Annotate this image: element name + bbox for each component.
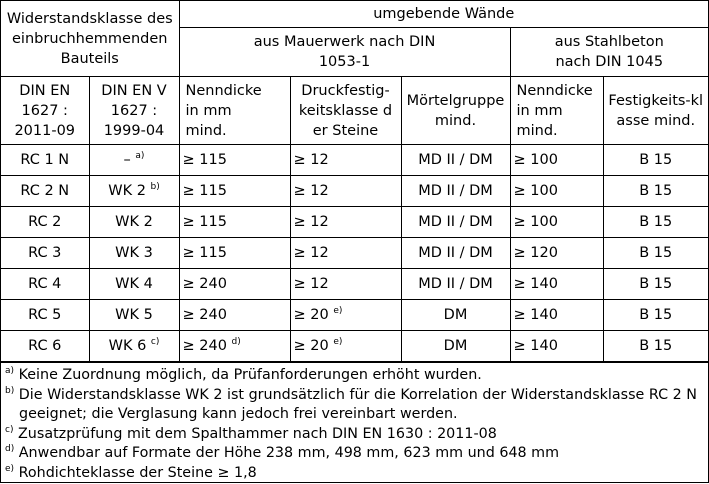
footnote-c bbox=[5, 425, 704, 445]
cell-mortar: MD II / DM bbox=[401, 269, 510, 300]
footnote-d bbox=[5, 444, 704, 464]
table-row bbox=[1, 176, 708, 207]
cell-mortar: MD II / DM bbox=[401, 145, 510, 176]
cell-masonry-thickness bbox=[179, 269, 290, 300]
cell-concrete-thickness: ≥ 140 bbox=[510, 300, 603, 331]
cell-wk-text: WK 2 bbox=[115, 214, 153, 230]
col-header-concrete-thickness-text: Nenndicke in mm mind. bbox=[516, 82, 593, 139]
cell-strength-class: B 15 bbox=[603, 176, 708, 207]
cell-masonry-thickness-text: ≥ 240 bbox=[182, 338, 227, 354]
cell-wk bbox=[89, 207, 179, 238]
table-row bbox=[1, 331, 708, 362]
cell-masonry-thickness bbox=[179, 331, 290, 362]
cell-wk-text: WK 2 bbox=[108, 183, 146, 199]
col-header-concrete-thickness bbox=[510, 77, 603, 145]
cell-compressive-strength-text: ≥ 12 bbox=[293, 276, 329, 292]
cell-compressive-strength bbox=[290, 331, 401, 362]
cell-mortar: MD II / DM bbox=[401, 238, 510, 269]
col-header-masonry-thickness-text: Nenndicke in mm mind. bbox=[185, 82, 262, 139]
cell-compressive-strength bbox=[290, 176, 401, 207]
footnote-a-mark: a) bbox=[5, 366, 15, 377]
cell-compressive-strength bbox=[290, 300, 401, 331]
cell-masonry-thickness-text: ≥ 240 bbox=[182, 307, 227, 323]
cell-strength-class: B 15 bbox=[603, 207, 708, 238]
footnote-mark: c) bbox=[150, 337, 160, 348]
col-header-din-en-text: DIN EN 1627 : 2011-09 bbox=[14, 82, 76, 139]
cell-mortar: DM bbox=[401, 300, 510, 331]
col-header-compressive-strength-text: Druckfestig-keitsklasse der Steine bbox=[298, 82, 393, 139]
cell-compressive-strength bbox=[290, 269, 401, 300]
cell-wk bbox=[89, 331, 179, 362]
cell-compressive-strength-text: ≥ 12 bbox=[293, 214, 329, 230]
cell-mortar: MD II / DM bbox=[401, 207, 510, 238]
cell-strength-class: B 15 bbox=[603, 331, 708, 362]
header-class-title-text: Widerstandsklasse des einbruchhemmenden Bauteils bbox=[6, 10, 173, 67]
cell-compressive-strength-text: ≥ 12 bbox=[293, 152, 329, 168]
cell-wk-text: WK 6 bbox=[108, 338, 147, 354]
cell-wk-text: WK 4 bbox=[115, 276, 153, 292]
cell-concrete-thickness: ≥ 120 bbox=[510, 238, 603, 269]
cell-concrete-thickness: ≥ 140 bbox=[510, 269, 603, 300]
table-row bbox=[1, 145, 708, 176]
table-row bbox=[1, 300, 708, 331]
table-row bbox=[1, 238, 708, 269]
cell-strength-class: B 15 bbox=[603, 238, 708, 269]
cell-rc: RC 2 bbox=[1, 207, 89, 238]
cell-masonry-thickness bbox=[179, 207, 290, 238]
cell-rc: RC 5 bbox=[1, 300, 89, 331]
cell-concrete-thickness: ≥ 100 bbox=[510, 145, 603, 176]
footnote-c-mark: c) bbox=[5, 425, 14, 436]
footnote-b-continued: geeignet; die Verglasung kann jedoch frei vereinbart werden. bbox=[19, 406, 458, 423]
footnote-a-text: Keine Zuordnung möglich, da Prüfanforderungen erhöht wurden. bbox=[18, 367, 482, 383]
cell-strength-class: B 15 bbox=[603, 145, 708, 176]
cell-compressive-strength-text: ≥ 12 bbox=[293, 183, 329, 199]
footnote-b-mark: b) bbox=[5, 385, 15, 396]
col-header-mortar bbox=[401, 77, 510, 145]
cell-mortar: DM bbox=[401, 331, 510, 362]
cell-wk bbox=[89, 238, 179, 269]
cell-wk-text: WK 5 bbox=[115, 307, 153, 323]
footnote-d-text: Anwendbar auf Formate der Höhe 238 mm, 498 mm, 623 mm und 648 mm bbox=[18, 445, 560, 462]
col-header-mortar-text: Mörtelgruppe mind. bbox=[406, 92, 505, 129]
footnote-mark: b) bbox=[150, 182, 160, 193]
cell-wk-text: – bbox=[123, 152, 131, 168]
cell-concrete-thickness: ≥ 100 bbox=[510, 176, 603, 207]
col-header-din-en bbox=[1, 77, 89, 145]
cell-strength-class: B 15 bbox=[603, 300, 708, 331]
cell-masonry-thickness bbox=[179, 238, 290, 269]
col-header-masonry-thickness bbox=[179, 77, 290, 145]
wall-requirements-table bbox=[1, 1, 708, 362]
footnote-e-mark: e) bbox=[5, 464, 15, 475]
cell-masonry-thickness bbox=[179, 300, 290, 331]
footnote-mark: a) bbox=[135, 151, 145, 162]
cell-concrete-thickness: ≥ 100 bbox=[510, 207, 603, 238]
col-header-strength-class bbox=[603, 77, 708, 145]
cell-compressive-strength bbox=[290, 207, 401, 238]
table-row bbox=[1, 207, 708, 238]
cell-rc: RC 1 N bbox=[1, 145, 89, 176]
header-masonry-text: aus Mauerwerk nach DIN 1053-1 bbox=[253, 34, 436, 70]
cell-compressive-strength-text: ≥ 20 bbox=[293, 338, 329, 354]
header-concrete-title bbox=[510, 28, 708, 77]
cell-rc: RC 6 bbox=[1, 331, 89, 362]
cell-concrete-thickness: ≥ 140 bbox=[510, 331, 603, 362]
footnote-mark: e) bbox=[333, 337, 343, 348]
cell-masonry-thickness-text: ≥ 115 bbox=[182, 152, 227, 168]
footnote-b-text-1: Die Widerstandsklasse WK 2 ist grundsätzlich für die Korrelation der Widerstandsklasse RC 2 N bbox=[18, 386, 697, 403]
col-header-strength-class-text: Festigkeits-klasse mind. bbox=[608, 92, 704, 129]
footnotes bbox=[1, 362, 708, 484]
cell-masonry-thickness-text: ≥ 115 bbox=[182, 245, 227, 261]
cell-wk bbox=[89, 269, 179, 300]
footnote-b bbox=[5, 386, 704, 406]
cell-mortar: MD II / DM bbox=[401, 176, 510, 207]
cell-masonry-thickness bbox=[179, 176, 290, 207]
header-walls-title: umgebende Wände bbox=[179, 1, 708, 28]
col-header-din-env bbox=[89, 77, 179, 145]
footnote-mark: d) bbox=[231, 337, 241, 348]
header-class-title bbox=[1, 1, 179, 77]
cell-rc: RC 2 N bbox=[1, 176, 89, 207]
cell-masonry-thickness bbox=[179, 145, 290, 176]
cell-wk-text: WK 3 bbox=[115, 245, 153, 261]
cell-wk bbox=[89, 145, 179, 176]
cell-compressive-strength-text: ≥ 12 bbox=[293, 245, 329, 261]
cell-compressive-strength bbox=[290, 145, 401, 176]
cell-masonry-thickness-text: ≥ 240 bbox=[182, 276, 227, 292]
footnote-d-mark: d) bbox=[5, 444, 15, 455]
footnote-e bbox=[5, 464, 704, 484]
col-header-din-env-text: DIN EN V 1627 : 1999-04 bbox=[101, 82, 167, 139]
header-concrete-text: aus Stahlbeton nach DIN 1045 bbox=[554, 34, 664, 70]
col-header-compressive-strength bbox=[290, 77, 401, 145]
footnote-e-text: Rohdichteklasse der Steine ≥ 1,8 bbox=[18, 464, 257, 481]
cell-strength-class: B 15 bbox=[603, 269, 708, 300]
cell-wk bbox=[89, 300, 179, 331]
cell-wk bbox=[89, 176, 179, 207]
table-row bbox=[1, 269, 708, 300]
header-masonry-title bbox=[179, 28, 510, 77]
cell-compressive-strength-text: ≥ 20 bbox=[293, 307, 329, 323]
footnote-c-text: Zusatzprüfung mit dem Spalthammer nach DIN EN 1630 : 2011-08 bbox=[18, 425, 497, 442]
footnote-mark: e) bbox=[333, 306, 343, 317]
cell-masonry-thickness-text: ≥ 115 bbox=[182, 183, 227, 199]
cell-rc: RC 4 bbox=[1, 269, 89, 300]
footnote-a bbox=[5, 366, 704, 386]
cell-masonry-thickness-text: ≥ 115 bbox=[182, 214, 227, 230]
cell-rc: RC 3 bbox=[1, 238, 89, 269]
cell-compressive-strength bbox=[290, 238, 401, 269]
